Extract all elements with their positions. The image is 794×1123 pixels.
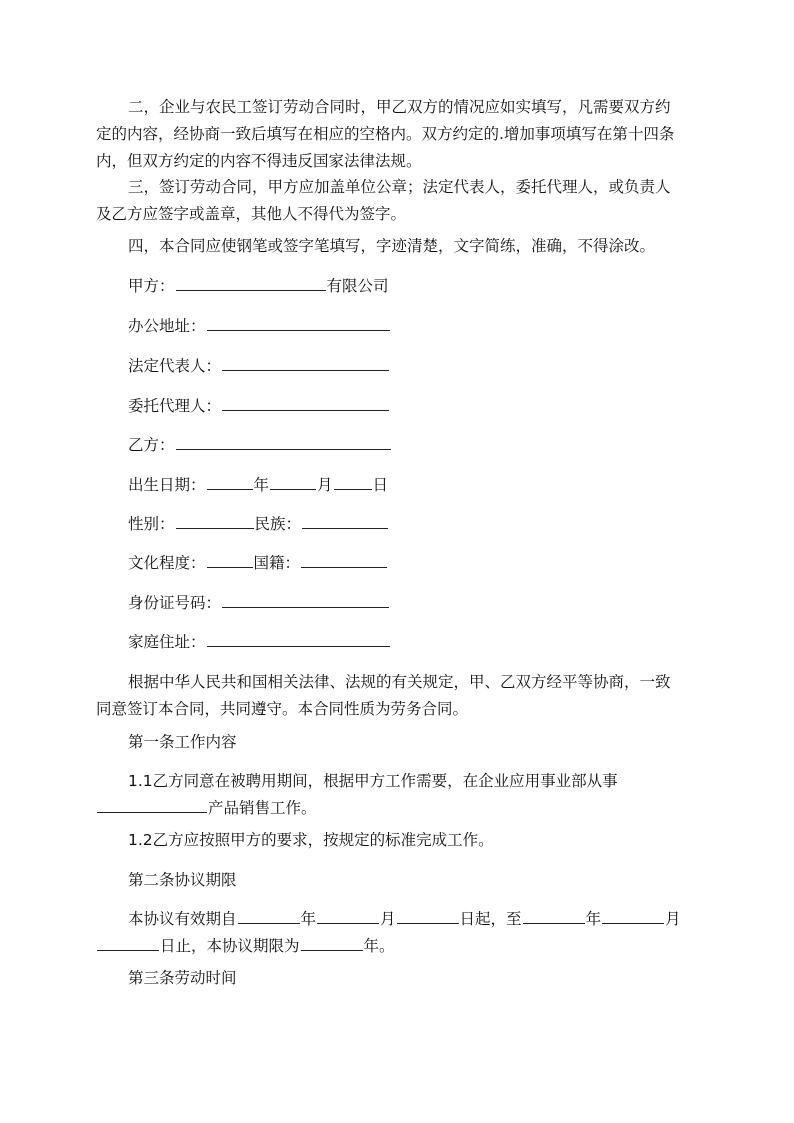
article-1-1 xyxy=(96,768,696,822)
field-education-nationality xyxy=(96,550,728,577)
intro-line-2: 同意签订本合同，共同遵守。本合同性质为劳务合同。 xyxy=(96,700,469,718)
ethnicity-blank[interactable] xyxy=(302,512,388,529)
article-2-body xyxy=(96,906,696,960)
note-4: 四，本合同应使钢笔或签字笔填写，字迹清楚，文字简练，准确，不得涂改。 xyxy=(128,237,656,255)
term-years-blank[interactable] xyxy=(301,934,363,951)
birth-year-unit: 年 xyxy=(253,476,270,494)
legal-rep-label: 法定代表人： xyxy=(128,357,222,375)
note-3-line-1: 三，签订劳动合同，甲方应加盖单位公章；法定代表人，委托代理人，或负责人 xyxy=(128,178,671,196)
field-party-a xyxy=(96,273,728,300)
birth-year-blank[interactable] xyxy=(207,473,253,490)
article-3-title: 第三条劳动时间 xyxy=(128,969,237,987)
field-birth-date xyxy=(96,472,728,499)
field-office-address xyxy=(96,313,728,340)
field-legal-rep xyxy=(96,353,728,380)
start-day-unit: 日起，至 xyxy=(459,910,522,928)
end-month-unit: 月 xyxy=(665,910,681,928)
birth-date-label: 出生日期： xyxy=(128,476,206,494)
end-day-text: 日止，本协议期限为 xyxy=(160,937,300,955)
home-address-blank[interactable] xyxy=(207,630,390,647)
legal-rep-blank[interactable] xyxy=(222,354,389,371)
end-year-unit: 年 xyxy=(585,910,602,928)
note-2-line-1: 二，企业与农民工签订劳动合同时，甲乙双方的情况应如实填写，凡需要双方约 xyxy=(128,98,671,116)
field-agent xyxy=(96,393,728,420)
field-home-address xyxy=(96,629,728,656)
note-3-line-2: 及乙方应签字或盖章，其他人不得代为签字。 xyxy=(96,205,407,223)
article-1-title: 第一条工作内容 xyxy=(128,733,237,751)
party-a-blank[interactable] xyxy=(176,274,326,291)
field-party-b xyxy=(96,432,728,459)
party-a-label: 甲方： xyxy=(128,277,175,295)
start-year-blank[interactable] xyxy=(238,907,300,924)
article-2-title: 第二条协议期限 xyxy=(128,871,237,889)
id-number-label: 身份证号码： xyxy=(128,594,222,612)
article-1-2: 1.2乙方应按照甲方的要求，按规定的标准完成工作。 xyxy=(128,831,494,849)
agent-blank[interactable] xyxy=(222,394,389,411)
office-address-blank[interactable] xyxy=(207,314,390,331)
end-day-blank[interactable] xyxy=(97,934,159,951)
start-year-unit: 年 xyxy=(300,910,317,928)
note-2 xyxy=(96,94,696,175)
field-id-number xyxy=(96,590,728,617)
education-label: 文化程度： xyxy=(128,554,206,572)
office-address-label: 办公地址： xyxy=(128,317,206,335)
article-2-start-text: 本协议有效期自 xyxy=(128,910,237,928)
gender-blank[interactable] xyxy=(176,512,254,529)
party-b-label: 乙方： xyxy=(128,436,175,454)
nationality-blank[interactable] xyxy=(301,551,387,568)
education-blank[interactable] xyxy=(207,551,253,568)
intro-line-1: 根据中华人民共和国相关法律、法规的有关规定，甲、乙双方经平等协商，一致 xyxy=(128,673,671,691)
gender-label: 性别： xyxy=(128,515,175,533)
birth-month-blank[interactable] xyxy=(270,473,316,490)
party-a-suffix: 有限公司 xyxy=(326,277,389,295)
term-years-unit: 年。 xyxy=(363,937,395,955)
birth-day-blank[interactable] xyxy=(334,473,372,490)
home-address-label: 家庭住址： xyxy=(128,633,206,651)
start-month-unit: 月 xyxy=(380,910,396,928)
start-month-blank[interactable] xyxy=(317,907,379,924)
end-month-blank[interactable] xyxy=(602,907,664,924)
ethnicity-label: 民族： xyxy=(254,515,302,533)
article-1-1-line-1: 1.1乙方同意在被聘用期间，根据甲方工作需要，在企业应用事业部从事 xyxy=(128,772,618,790)
intro-paragraph xyxy=(96,669,696,723)
birth-month-unit: 月 xyxy=(317,476,333,494)
party-b-blank[interactable] xyxy=(176,433,391,450)
birth-day-unit: 日 xyxy=(372,476,389,494)
field-gender-ethnicity xyxy=(96,511,728,538)
end-year-blank[interactable] xyxy=(523,907,585,924)
note-2-line-3: 内，但双方约定的内容不得违反国家法律法规。 xyxy=(96,152,422,170)
start-day-blank[interactable] xyxy=(397,907,459,924)
note-2-line-2: 定的内容，经协商一致后填写在相应的空格内。双方约定的.增加事项填写在第十四条 xyxy=(96,125,675,143)
agent-label: 委托代理人： xyxy=(128,397,222,415)
id-number-blank[interactable] xyxy=(222,591,389,608)
nationality-label: 国籍： xyxy=(253,554,301,572)
note-3 xyxy=(96,174,696,228)
article-1-1-line-2: 产品销售工作。 xyxy=(208,799,317,817)
work-product-blank[interactable] xyxy=(97,796,207,813)
